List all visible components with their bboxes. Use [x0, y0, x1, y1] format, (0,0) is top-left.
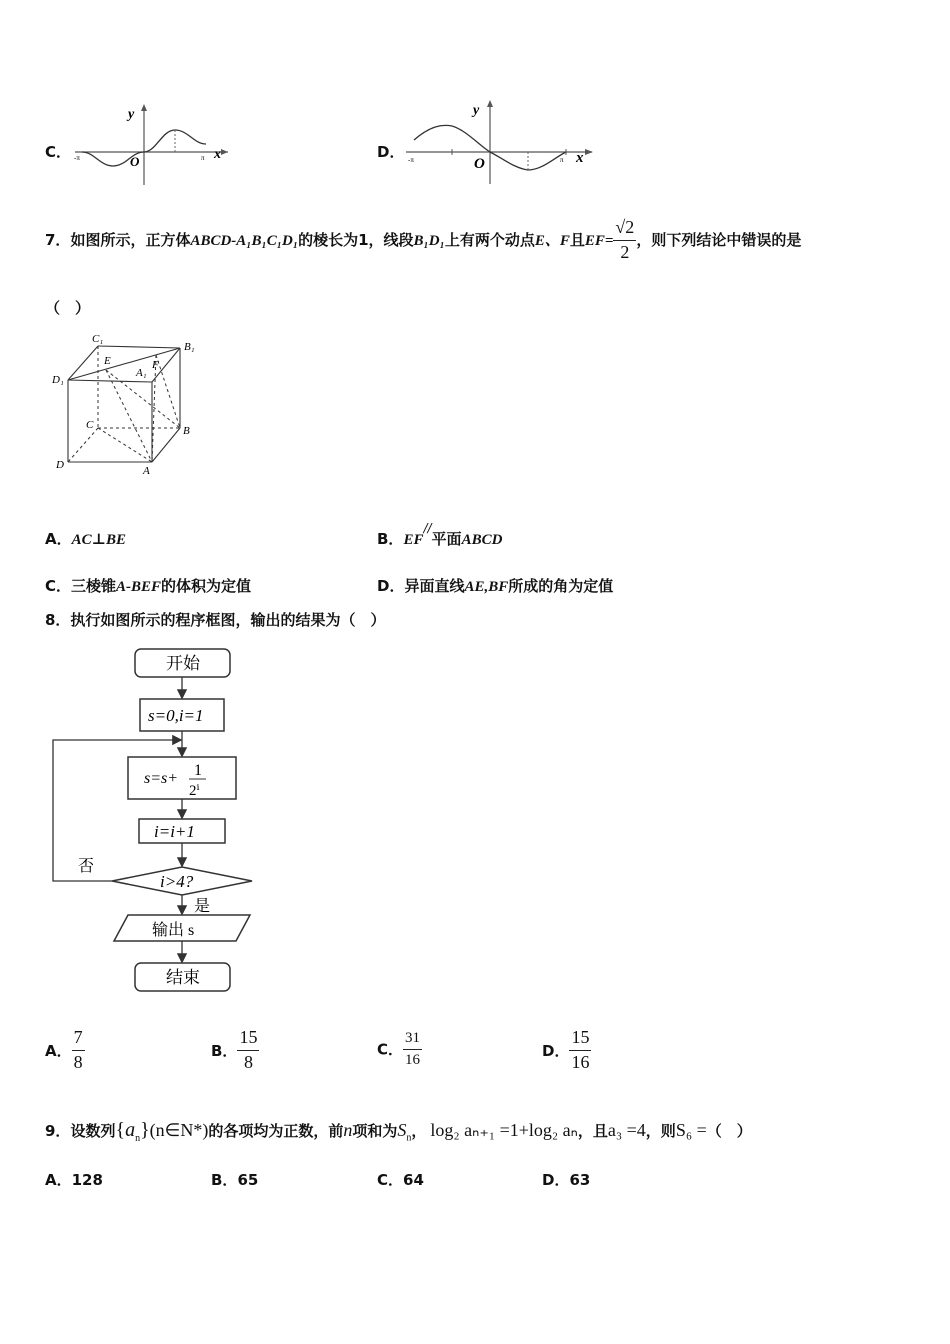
flow-end-text: 结束: [166, 968, 200, 987]
q7-stem: [45, 210, 801, 271]
flow-yes-label: 是: [194, 898, 211, 915]
q9-log-equation: log₂ aₙ₊₁ =1+log₂ aₙ: [430, 1120, 578, 1140]
q9-option-d-value: 63: [569, 1171, 591, 1189]
fig-a1: A₁: [136, 367, 147, 379]
q7-option-d-text: 异面直线: [404, 577, 465, 595]
q9-option-c-value: 64: [403, 1171, 424, 1189]
q9-option-c-label: C．: [377, 1171, 404, 1189]
q8-option-d-num: 15: [569, 1028, 591, 1051]
q7-option-a-label: A．: [45, 530, 72, 548]
q7-option-d-label: D．: [377, 577, 405, 595]
q9-t2: 的各项均为正数，前: [208, 1122, 344, 1140]
q7-option-a[interactable]: [45, 528, 126, 549]
q7-option-c-label: C．: [45, 577, 72, 595]
q7-option-d-text2: AE,BF: [464, 579, 509, 595]
q7-paren: （ ）: [45, 299, 91, 317]
q9-t3: 项和为: [352, 1122, 398, 1140]
q7-frac-den: 2: [620, 242, 630, 262]
q9-paren: （ ）: [706, 1122, 752, 1140]
q7-text-post: ，则下列结论中错误的是: [636, 231, 802, 249]
q7-option-b-label: B．: [377, 530, 404, 548]
graph-d-y-label: y: [473, 103, 480, 118]
q9-n: n: [343, 1120, 353, 1140]
q7-points: E、F: [534, 233, 570, 249]
q8-option-d[interactable]: [542, 1028, 591, 1073]
q7-text-and: 且: [569, 231, 585, 249]
q7-parallel-symbol: //: [423, 521, 432, 535]
q8-option-b-frac: [237, 1028, 259, 1073]
q7-option-c-text3: 的体积为定值: [161, 577, 252, 595]
q9-s6: S₆ =: [675, 1120, 707, 1140]
q8-option-a[interactable]: [45, 1028, 85, 1073]
q8-option-a-num: 7: [72, 1028, 85, 1051]
q7-option-a-text: AC⊥BE: [71, 532, 127, 548]
q9-option-b-value: 65: [237, 1171, 259, 1189]
q7-fraction: [613, 218, 636, 263]
q9-s-sub: n: [406, 1132, 412, 1144]
q6-graph-c: [70, 100, 235, 188]
q7-number: 7．: [45, 231, 71, 249]
q9-stem: 9．设数列$\{a_n\}(n\in N*)$的各项均为正数，前n项和为$S_n$， log₂ aₙ₊₁ =1+log₂ aₙ，且a₃ =4，则S₆ =（ ）: [45, 1119, 752, 1144]
q8-option-d-frac: [569, 1028, 591, 1073]
q7-text-mid: 的棱长为1，线段: [298, 231, 414, 249]
q9-seq-a: a: [125, 1119, 136, 1141]
q9-s: S: [397, 1120, 407, 1140]
flow-incr-text: i=i+1: [154, 822, 195, 841]
q8-stem: 8．执行如图所示的程序框图，输出的结果为（ ）: [45, 611, 386, 629]
q9-sn: [397, 1120, 412, 1144]
q7-option-c-text: 三棱锥: [71, 577, 117, 595]
q8-option-c-frac: [403, 1030, 422, 1068]
flow-output-text: 输出 s: [152, 922, 195, 939]
q6-option-d-label[interactable]: D．: [377, 143, 405, 161]
q8-option-b-den: 8: [243, 1051, 253, 1072]
q8-option-a-label: A．: [45, 1041, 72, 1060]
fig-a: A: [143, 465, 150, 477]
q8-option-c-label: C．: [377, 1040, 404, 1059]
fig-d1: D₁: [52, 374, 64, 386]
q9-option-a-value: 128: [71, 1171, 103, 1189]
graph-d-neg-pi: -π: [408, 156, 414, 164]
q6-option-c-label[interactable]: C．: [45, 143, 72, 161]
graph-d-origin: O: [474, 156, 485, 172]
q8-option-b-num: 15: [237, 1028, 259, 1051]
q7-option-d-text3: 所成的角为定值: [508, 577, 614, 595]
q7-option-b-text3: ABCD: [461, 532, 503, 548]
q9-t5: ，则: [645, 1122, 676, 1140]
q9-seq-sub: n: [135, 1133, 141, 1144]
q9-option-d[interactable]: [542, 1169, 590, 1190]
flow-cond-text: i>4?: [160, 872, 194, 891]
graph-c-x-label: x: [214, 147, 221, 162]
q8-option-a-frac: [72, 1028, 85, 1073]
q9-a3: a₃ =4: [607, 1120, 646, 1140]
q9-option-b-label: B．: [211, 1171, 238, 1189]
q9-option-a[interactable]: [45, 1169, 103, 1190]
graph-c-y-label: y: [128, 107, 135, 122]
fig-e: E: [104, 355, 111, 367]
flow-update-den: 2ⁱ: [189, 783, 200, 799]
q9-option-b[interactable]: [211, 1169, 258, 1190]
q8-option-b-label: B．: [211, 1041, 238, 1060]
q6-graph-d: [400, 96, 600, 186]
q7-ef: EF=: [584, 233, 614, 249]
q7-segment: B₁D₁: [413, 233, 445, 249]
q7-text-pre: 如图所示，正方体: [70, 231, 191, 249]
q9-seq: $\{a_n\}$: [115, 1119, 150, 1144]
flow-no-label: 否: [78, 858, 95, 875]
flow-init-text: s=0,i=1: [148, 706, 204, 725]
graph-c-neg-pi: -π: [74, 154, 80, 162]
q9-number: 9．: [45, 1122, 71, 1140]
fig-f: F: [152, 359, 159, 371]
fig-b: B: [183, 425, 190, 437]
q9-t4: ，且: [577, 1122, 608, 1140]
graph-d-x-label: x: [576, 150, 584, 166]
q9-option-c[interactable]: [377, 1169, 424, 1190]
flow-update-lhs: s=s+: [144, 770, 179, 787]
q8-option-c-den: 16: [405, 1051, 421, 1068]
flow-start-text: 开始: [166, 654, 200, 673]
q7-text-mid2: 上有两个动点: [444, 231, 535, 249]
q7-cube-name: ABCD-A₁B₁C₁D₁: [190, 233, 299, 249]
q8-option-b[interactable]: [211, 1028, 259, 1073]
graph-c-pos-pi: π: [201, 154, 205, 162]
fig-c: C: [86, 419, 94, 431]
q9-t1: 设数列: [70, 1122, 116, 1140]
q8-option-d-label: D．: [542, 1041, 570, 1060]
graph-d-pos-pi: π: [560, 156, 564, 164]
q8-option-a-den: 8: [73, 1051, 83, 1072]
q7-cube-figure: [48, 328, 208, 478]
q8-option-d-den: 16: [571, 1051, 590, 1072]
q7-frac-num: √2: [613, 218, 636, 241]
q9-cond: (n∈N*): [149, 1120, 209, 1140]
q7-option-b-text2: 平面: [431, 530, 462, 548]
q7-option-d[interactable]: [377, 575, 613, 596]
q7-option-c-text2: A-BEF: [116, 579, 162, 595]
q7-option-c[interactable]: [45, 575, 251, 596]
q7-option-b[interactable]: [377, 521, 503, 549]
flow-update-num: 1: [194, 762, 202, 779]
fig-d: D: [56, 459, 64, 471]
q9-option-d-label: D．: [542, 1171, 570, 1189]
q8-flowchart: [48, 645, 258, 995]
graph-c-origin: O: [130, 154, 140, 169]
q9-option-a-label: A．: [45, 1171, 72, 1189]
fig-c1: C₁: [92, 333, 104, 345]
fig-b1: B₁: [184, 341, 195, 353]
q8-option-c[interactable]: [377, 1030, 422, 1068]
q8-option-c-num: 31: [403, 1030, 422, 1050]
q7-option-b-text: EF: [403, 532, 424, 548]
